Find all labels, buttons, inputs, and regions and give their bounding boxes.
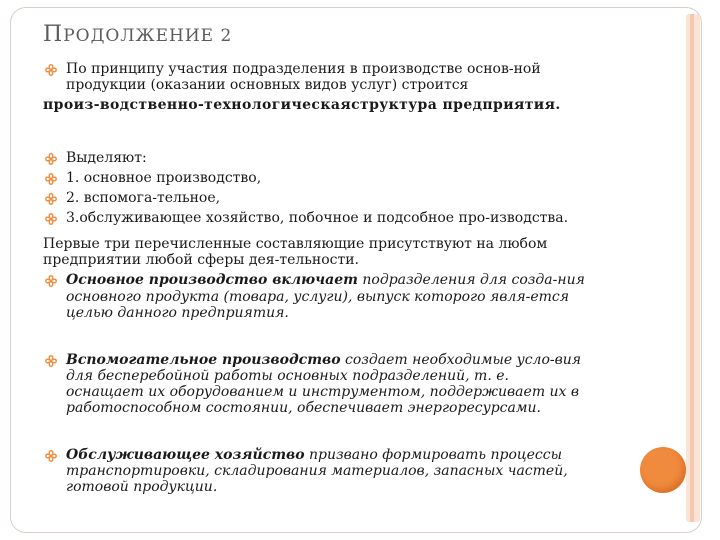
aux-production-term: Вспомогательное производство (66, 352, 341, 368)
list-item-1: 1. основное производство, (66, 170, 262, 186)
p1-line1: По принципу участия подразделения в производстве основ-ной (66, 61, 541, 77)
service-term: Обслуживающее хозяйство (66, 447, 305, 463)
right-decor-stripe-inner (690, 14, 694, 522)
main-production-line1 (66, 273, 585, 289)
p2-line1: Первые три перечисленные составляющие присутствуют на любом (43, 236, 548, 252)
p2-line2: предприятии любой сферы дея-тельности. (43, 252, 360, 268)
service-line1 (66, 448, 562, 464)
service-text1: призвано формировать процессы (304, 447, 563, 463)
main-production-term: Основное производство включает (66, 272, 358, 288)
quatrefoil-bullet-icon (45, 153, 57, 165)
aux-production-line2: для бесперебойной работы основных подразделений, т. е. (66, 368, 509, 384)
quatrefoil-bullet-icon (45, 275, 57, 287)
main-production-line2: основного продукта (товара, услуги), выпуск которого явля-ется (66, 289, 570, 305)
orange-circle-decoration (640, 447, 686, 493)
aux-production-text1: создает необходимые усло-вия (340, 352, 582, 368)
aux-production-line1 (66, 353, 581, 369)
main-production-text1: подразделения для созда-ния (357, 272, 585, 288)
list-item-2: 2. вспомога-тельное, (66, 190, 221, 206)
quatrefoil-bullet-icon (45, 213, 57, 225)
quatrefoil-bullet-icon (45, 173, 57, 185)
service-line3: готовой продукции. (66, 479, 218, 495)
quatrefoil-bullet-icon (45, 450, 57, 462)
aux-production-line3: оснащает их оборудованием и инструментом, поддерживает их в (66, 384, 580, 400)
list-item-3: 3.обслуживающее хозяйство, побочное и подсобное про-изводства. (66, 210, 569, 226)
quatrefoil-bullet-icon (45, 355, 57, 367)
quatrefoil-bullet-icon (45, 193, 57, 205)
slide-title: ПРОДОЛЖЕНИЕ 2 (43, 22, 233, 47)
aux-production-line4: работоспособном состоянии, обеспечивает энергоресурсами. (66, 400, 541, 416)
list-intro: Выделяют: (66, 150, 147, 166)
p1-line3: произ-водственно-технологическаяструктура предприятия. (43, 97, 561, 113)
quatrefoil-bullet-icon (45, 64, 57, 76)
service-line2: транспортировки, складирования материалов, запасных частей, (66, 463, 568, 479)
p1-line2: продукции (оказании основных видов услуг) строится (66, 77, 469, 93)
main-production-line3: целью данного предприятия. (66, 305, 289, 321)
